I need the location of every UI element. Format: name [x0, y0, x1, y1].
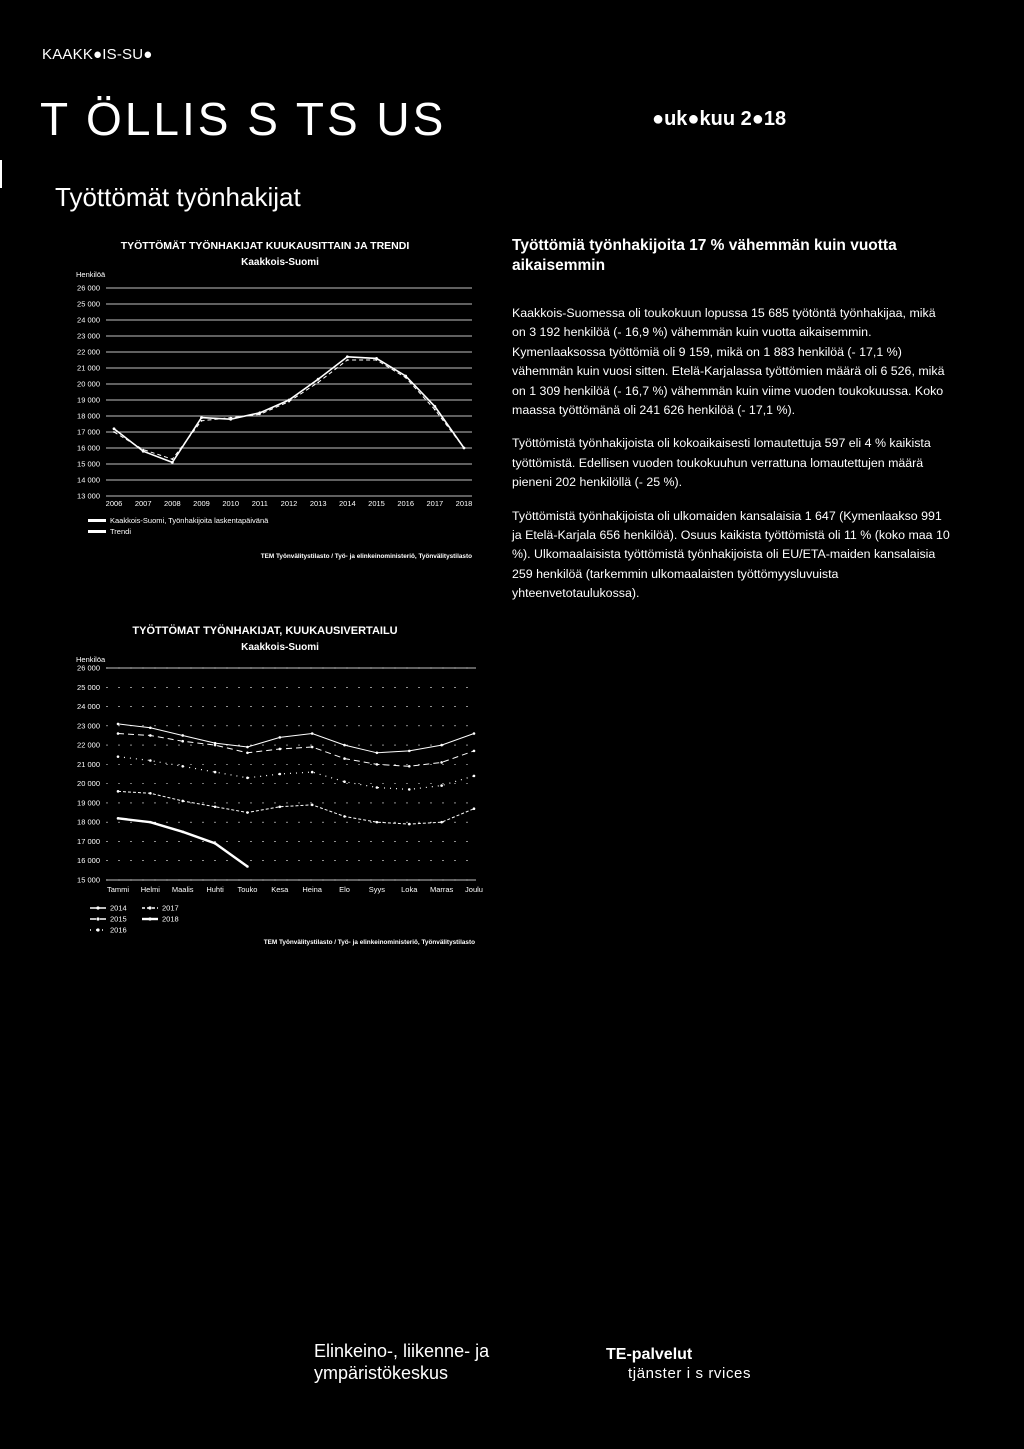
report-date: ●uk●kuu 2●18	[652, 108, 787, 130]
x-tick-label: Syys	[368, 885, 386, 894]
te-logo-line-1: TE-palvelut	[606, 1346, 693, 1363]
y-tick-label: 13 000	[77, 491, 100, 501]
page-edge-marker	[0, 160, 2, 188]
page-title: T ÖLLIS S TS US	[40, 93, 447, 145]
data-point	[149, 734, 152, 737]
monthly-chart-subtitle: Kaakkois-Suomi	[241, 642, 319, 653]
data-point	[376, 786, 379, 789]
series-line-2016	[118, 757, 474, 790]
data-point	[201, 420, 203, 422]
y-tick-label: 19 000	[77, 395, 100, 405]
data-point	[246, 746, 249, 749]
y-tick-label: 24 000	[77, 315, 100, 325]
series-line-2017	[118, 791, 474, 824]
monthly-chart-source: TEM Työnvälitystilasto / Työ- ja elinkeinoministeriö, Työnvälitystilasto	[263, 939, 475, 946]
y-tick-label: 21 000	[77, 363, 100, 373]
y-tick-label: 23 000	[77, 721, 100, 731]
data-point	[214, 805, 217, 808]
y-tick-label: 26 000	[77, 663, 100, 673]
data-point	[149, 821, 152, 824]
data-point	[149, 792, 152, 795]
x-tick-label: Maalis	[171, 885, 194, 894]
data-point	[433, 405, 436, 408]
x-tick-label: 2015	[368, 499, 385, 508]
y-tick-label: 16 000	[77, 856, 100, 866]
x-tick-label: 2014	[338, 499, 356, 508]
legend-label-trend: Trendi	[110, 527, 131, 536]
data-point	[200, 416, 203, 419]
data-point	[408, 788, 411, 791]
data-point	[117, 755, 120, 758]
y-tick-label: 25 000	[77, 299, 100, 309]
data-point	[463, 447, 465, 449]
trend-chart	[50, 226, 490, 566]
data-point	[473, 807, 476, 810]
data-point	[113, 427, 116, 430]
data-point	[376, 763, 379, 766]
legend-marker-2017	[148, 906, 151, 909]
data-point	[311, 804, 314, 807]
ely-logo-line-2: ympäristökeskus	[314, 1363, 449, 1383]
y-tick-label: 22 000	[77, 347, 100, 357]
data-point	[343, 744, 346, 747]
legend-swatch-series	[88, 519, 106, 522]
data-point	[117, 790, 120, 793]
data-point	[408, 750, 411, 753]
ely-logo-line-1: Elinkeino-, liikenne- ja	[314, 1341, 490, 1361]
trend-legend	[88, 516, 269, 536]
y-tick-label: 19 000	[77, 798, 100, 808]
data-point	[117, 732, 120, 735]
y-tick-label: 20 000	[77, 779, 100, 789]
data-point	[181, 831, 184, 834]
data-point	[171, 458, 173, 460]
y-tick-label: 26 000	[77, 283, 100, 293]
y-tick-label: 18 000	[77, 411, 100, 421]
x-tick-label: 2009	[193, 499, 210, 508]
y-tick-label: 14 000	[77, 475, 100, 485]
series-line-2015	[118, 734, 474, 767]
legend-label-series: Kaakkois-Suomi, Työnhakijoita laskentapäivänä	[110, 516, 269, 525]
x-tick-label: 2013	[309, 499, 327, 508]
x-tick-label: Joulu	[465, 885, 483, 894]
legend-swatch-trend	[88, 530, 106, 533]
x-tick-label: 2018	[455, 499, 473, 508]
x-tick-label: Marras	[429, 885, 454, 894]
series-line-trendi	[114, 360, 464, 459]
data-point	[311, 746, 314, 749]
data-point	[214, 771, 217, 774]
x-tick-label: Touko	[237, 885, 258, 894]
data-point	[181, 740, 184, 743]
data-point	[343, 815, 346, 818]
trend-chart-source: TEM Työnvälitystilasto / Työ- ja elinkeinoministeriö, Työnvälitystilasto	[260, 553, 472, 560]
region-label: KAAKK●IS-SU●	[42, 46, 153, 63]
data-point	[171, 461, 174, 464]
data-point	[408, 823, 411, 826]
data-point	[279, 736, 282, 739]
data-point	[343, 780, 346, 783]
data-point	[117, 723, 120, 726]
legend-label-2016: 2016	[110, 925, 127, 935]
y-tick-label: 20 000	[77, 379, 100, 389]
legend-label-2015: 2015	[110, 914, 127, 924]
x-tick-label: Elo	[339, 885, 350, 894]
series-line-kaakkois-suomi	[114, 357, 464, 463]
data-point	[405, 377, 407, 379]
x-tick-label: Kesa	[271, 885, 289, 894]
data-point	[440, 784, 443, 787]
legend-marker-2016	[96, 928, 99, 931]
data-point	[279, 748, 282, 751]
x-tick-label: 2006	[105, 499, 123, 508]
data-point	[346, 355, 349, 358]
data-point	[279, 773, 282, 776]
data-point	[311, 732, 314, 735]
article-paragraph-2: Työttömistä työnhakijoista oli kokoaikaisesti lomautettuja 597 eli 4 % kaikista työttömistä. Edellisen vuoden toukokuuhun verrattuna lomautettujen määrä pieneni 202 henkilöllä (- 25 %).	[512, 436, 931, 490]
data-point	[376, 821, 379, 824]
data-point	[113, 431, 115, 433]
data-point	[181, 800, 184, 803]
data-point	[473, 732, 476, 735]
te-logo-line-2: tjänster i s rvices	[628, 1365, 752, 1382]
data-point	[473, 750, 476, 753]
data-point	[279, 805, 282, 808]
data-point	[311, 771, 314, 774]
data-point	[246, 777, 249, 780]
x-tick-label: 2010	[222, 499, 240, 508]
trend-chart-title: TYÖTTÖMÄT TYÖNHAKIJAT KUUKAUSITTAIN JA TRENDI	[120, 240, 410, 252]
data-point	[343, 757, 346, 760]
x-tick-label: 2007	[134, 499, 152, 508]
article-paragraph-3: Työttömistä työnhakijoista oli ulkomaiden kansalaisia 1 647 (Kymenlaakso 991 ja Etelä-Karjala 656 henkilöä). Osuus kaikista työttömistä oli 11 % (koko maa 10 %). Ulkomaalaisista työttömistä työnhakijoista oli EU/ETA-maiden kansalaisia 259 henkilöä (tarkemmin ulkomaalaisten työttömyysluvuista yhteenvetotaulukossa).	[512, 508, 950, 601]
y-tick-label: 23 000	[77, 331, 100, 341]
y-tick-label: 22 000	[77, 740, 100, 750]
data-point	[246, 811, 249, 814]
series-line-2018	[118, 818, 247, 866]
data-point	[317, 378, 320, 381]
series-line-2014	[118, 724, 474, 753]
x-tick-label: Loka	[401, 885, 418, 894]
x-tick-label: 2008	[163, 499, 181, 508]
data-point	[440, 761, 443, 764]
data-point	[317, 382, 319, 384]
article	[512, 236, 952, 618]
y-tick-label: 15 000	[77, 459, 100, 469]
x-tick-label: Helmi	[140, 885, 160, 894]
x-tick-label: Huhti	[206, 885, 224, 894]
data-point	[214, 744, 217, 747]
data-point	[214, 842, 217, 845]
y-tick-label: 24 000	[77, 702, 100, 712]
data-point	[346, 359, 348, 361]
legend-label-2018: 2018	[162, 914, 179, 924]
x-tick-label: 2017	[426, 499, 444, 508]
data-point	[181, 734, 184, 737]
monthly-comparison-chart	[50, 612, 490, 952]
data-point	[376, 359, 378, 361]
data-point	[408, 765, 411, 768]
data-point	[117, 817, 120, 820]
data-point	[440, 821, 443, 824]
x-tick-label: Tammi	[106, 885, 130, 894]
data-point	[434, 409, 436, 411]
data-point	[149, 726, 152, 729]
data-point	[246, 865, 249, 868]
x-tick-label: Heina	[302, 885, 322, 894]
legend-marker-2015	[96, 917, 99, 920]
data-point	[473, 775, 476, 778]
monthly-legend	[90, 904, 179, 935]
monthly-chart-y-unit: Henkilöa	[76, 655, 106, 664]
data-point	[230, 417, 232, 419]
data-point	[246, 752, 249, 755]
trend-chart-y-unit: Henkilöä	[76, 270, 106, 279]
y-tick-label: 15 000	[77, 875, 100, 885]
article-heading: Työttömiä työnhakijoita 17 % vähemmän kuin vuotta aikaisemmin	[512, 237, 897, 274]
data-point	[181, 765, 184, 768]
y-tick-label: 18 000	[77, 817, 100, 827]
x-tick-label: 2012	[280, 499, 298, 508]
article-paragraph-1: Kaakkois-Suomessa oli toukokuun lopussa 15 685 työtöntä työnhakijaa, mikä on 3 192 henkilöä (- 16,9 %) vähemmän kuin vuotta aikaisemmin. Kymenlaaksossa työttömiä oli 9 159, mikä on 1 883 henkilöä (- 17,1 %) vähemmän kuin vuosi sitten. Etelä-Karjalassa työttömien määrä oli 6 526, mikä on 1 309 henkilöä (- 16,7 %) vähemmän kuin viime vuoden toukokuussa. Koko maassa työttömänä oli 241 626 henkilöä (- 17,1 %).	[512, 306, 945, 418]
data-point	[259, 414, 261, 416]
legend-marker-2018	[148, 917, 151, 920]
data-point	[288, 401, 290, 403]
x-tick-label: 2011	[251, 499, 268, 508]
y-tick-label: 25 000	[77, 682, 100, 692]
legend-label-2017: 2017	[162, 903, 179, 913]
y-tick-label: 17 000	[77, 836, 100, 846]
x-tick-label: 2016	[397, 499, 415, 508]
trend-chart-subtitle: Kaakkois-Suomi	[241, 257, 319, 268]
y-tick-label: 16 000	[77, 443, 100, 453]
data-point	[376, 752, 379, 755]
data-point	[440, 744, 443, 747]
section-title: Työttömät työnhakijat	[55, 182, 301, 212]
data-point	[142, 449, 144, 451]
y-tick-label: 17 000	[77, 427, 100, 437]
monthly-chart-title: TYÖTTÖMAT TYÖNHAKIJAT, KUUKAUSIVERTAILU	[132, 625, 398, 637]
ely-logo-text	[314, 1340, 489, 1384]
legend-label-2014: 2014	[110, 903, 127, 913]
data-point	[149, 759, 152, 762]
y-tick-label: 21 000	[77, 759, 100, 769]
legend-marker-2014	[96, 906, 99, 909]
